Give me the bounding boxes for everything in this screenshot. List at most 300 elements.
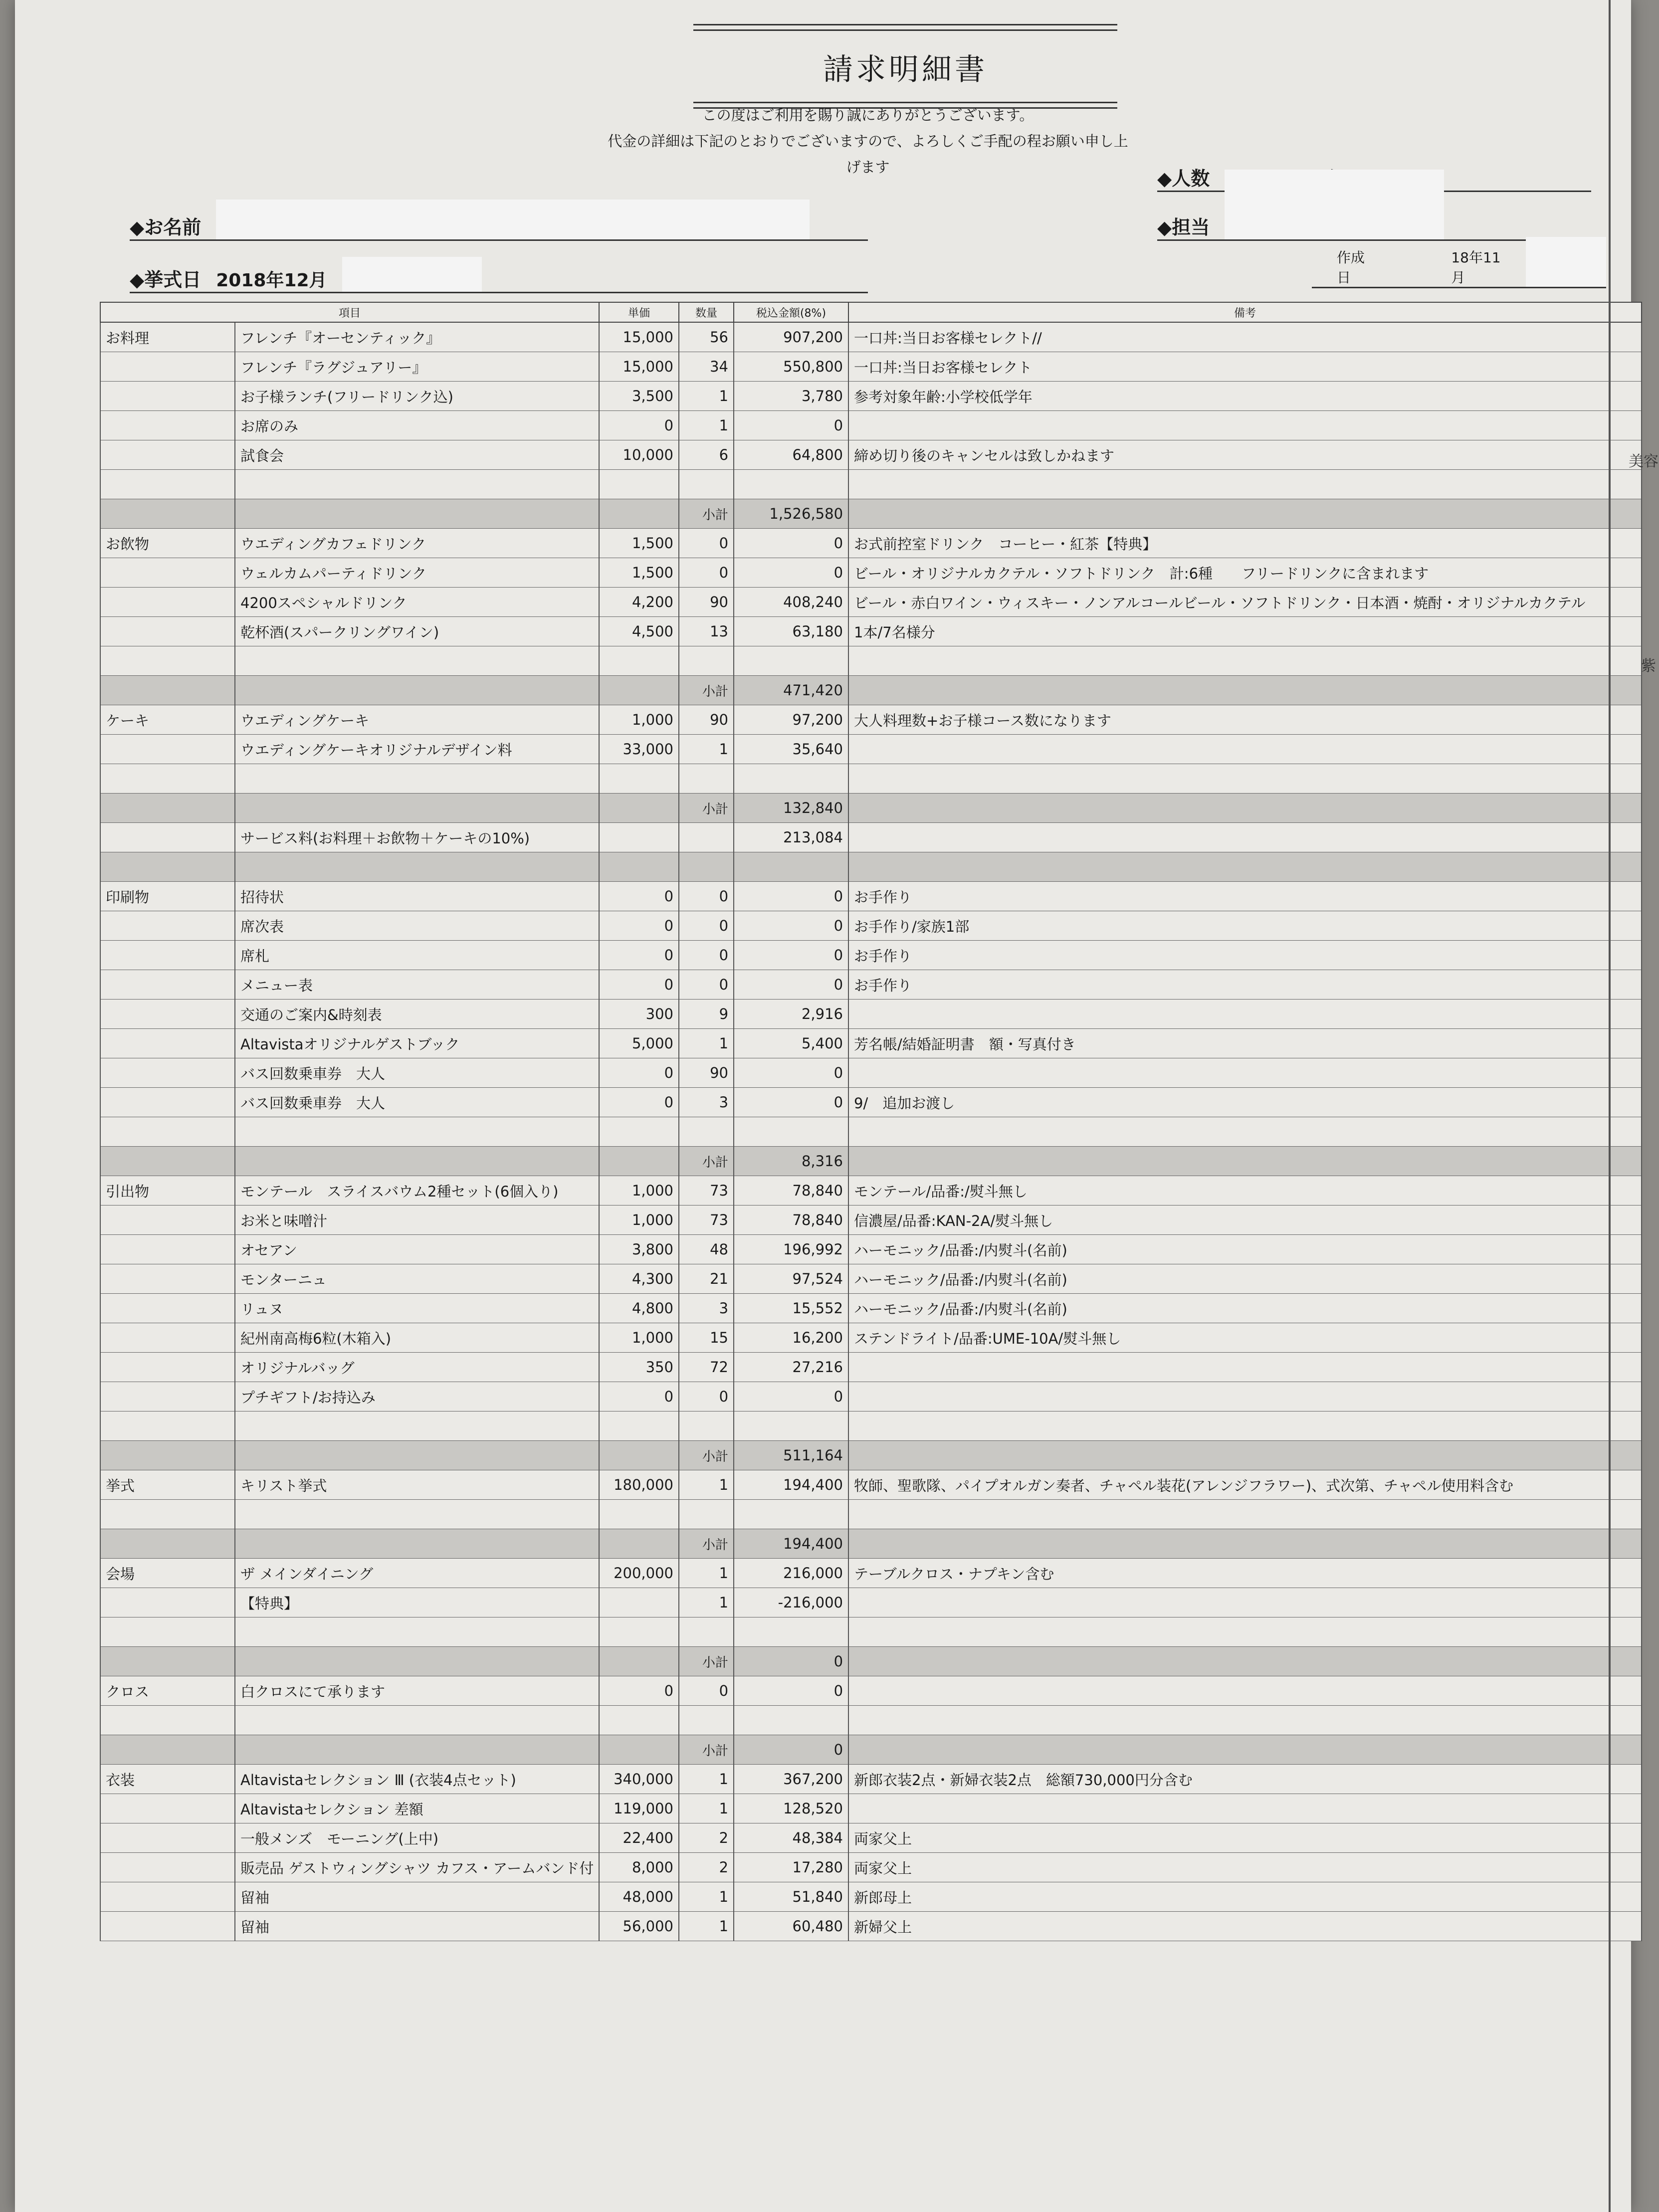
empty-cell	[100, 764, 235, 794]
cell-amount: 194,400	[734, 1470, 848, 1500]
table-row	[100, 1206, 1642, 1235]
wedding-date-field	[130, 257, 868, 293]
cell-item: お米と味噌汁	[235, 1206, 599, 1235]
cell-note	[848, 794, 1642, 823]
subtotal-amount: 132,840	[734, 794, 848, 823]
cell-item: プチギフト/お持込み	[235, 1382, 599, 1411]
cell-category: 挙式	[100, 1470, 235, 1500]
cell-amount: 0	[734, 882, 848, 911]
blank-row	[100, 1500, 1642, 1529]
cell-price: 1,500	[599, 558, 679, 588]
cell-item	[235, 1647, 599, 1676]
cell-item: 白クロスにて承ります	[235, 1676, 599, 1706]
cell-note: 新郎衣装2点・新婦衣装2点 総額730,000円分含む	[848, 1765, 1642, 1794]
cell-category	[100, 1529, 235, 1559]
cell-qty: 90	[679, 705, 734, 735]
cell-amount: 0	[734, 1676, 848, 1706]
cell-category	[100, 1000, 235, 1029]
cell-category: お料理	[100, 322, 235, 352]
empty-cell	[679, 470, 734, 499]
cell-item: 招待状	[235, 882, 599, 911]
empty-cell	[679, 1706, 734, 1735]
table-header-row	[100, 302, 1642, 322]
empty-cell	[235, 1617, 599, 1647]
cell-item	[235, 1441, 599, 1470]
subtotal-amount: 8,316	[734, 1147, 848, 1176]
empty-cell	[100, 1117, 235, 1147]
table-row	[100, 617, 1642, 646]
cell-price: 1,500	[599, 529, 679, 558]
empty-cell	[235, 646, 599, 676]
cell-item: フレンチ『ラグジュアリー』	[235, 352, 599, 382]
empty-cell	[679, 646, 734, 676]
cell-amount: 2,916	[734, 1000, 848, 1029]
table-row	[100, 735, 1642, 764]
staff-redacted	[1225, 170, 1444, 239]
subtotal-amount: 0	[734, 1735, 848, 1765]
cell-category	[100, 617, 235, 646]
empty-cell	[235, 470, 599, 499]
table-row	[100, 705, 1642, 735]
subtotal-amount: 194,400	[734, 1529, 848, 1559]
cell-item: オリジナルバッグ	[235, 1353, 599, 1382]
cell-qty: 0	[679, 558, 734, 588]
empty-cell	[100, 1500, 235, 1529]
invoice-table	[100, 302, 1642, 1941]
cell-category: クロス	[100, 1676, 235, 1706]
table-row	[100, 440, 1642, 470]
cell-note: お手作り	[848, 970, 1642, 1000]
cell-qty: 1	[679, 1029, 734, 1058]
table-row	[100, 882, 1642, 911]
subtotal-amount: 471,420	[734, 676, 848, 705]
table-row	[100, 911, 1642, 941]
cell-price: 56,000	[599, 1912, 679, 1941]
cell-amount: 0	[734, 970, 848, 1000]
cell-amount: 216,000	[734, 1559, 848, 1588]
cell-category	[100, 352, 235, 382]
cell-qty: 1	[679, 382, 734, 411]
shaded-row	[100, 852, 1642, 882]
empty-cell	[235, 1500, 599, 1529]
table-row	[100, 1794, 1642, 1823]
created-redacted	[1526, 237, 1606, 287]
cell-category	[100, 1206, 235, 1235]
cell-item: モンテール スライスバウム2種セット(6個入り)	[235, 1176, 599, 1206]
cell-category	[100, 1441, 235, 1470]
cell-amount: 78,840	[734, 1176, 848, 1206]
cell-amount: 3,780	[734, 382, 848, 411]
cell-amount: 907,200	[734, 322, 848, 352]
cell-price	[599, 1529, 679, 1559]
cell-price: 180,000	[599, 1470, 679, 1500]
cell-item: バス回数乗車券 大人	[235, 1088, 599, 1117]
cell-amount: 0	[734, 1088, 848, 1117]
cell-category	[100, 1058, 235, 1088]
cell-qty: 1	[679, 735, 734, 764]
cell-note: お式前控室ドリンク コーヒー・紅茶【特典】	[848, 529, 1642, 558]
col-header-price: 単価	[599, 302, 679, 322]
cell-qty: 90	[679, 588, 734, 617]
cell-category	[100, 1264, 235, 1294]
subtotal-label: 小計	[679, 1735, 734, 1765]
cell-item: 席札	[235, 941, 599, 970]
cell-amount: 0	[734, 911, 848, 941]
cell-item: フレンチ『オーセンティック』	[235, 322, 599, 352]
table-row	[100, 1235, 1642, 1264]
cell-note	[848, 1058, 1642, 1088]
cell-item: 乾杯酒(スパークリングワイン)	[235, 617, 599, 646]
wedding-date-value: 2018年12月	[216, 270, 327, 291]
cell-item: 留袖	[235, 1912, 599, 1941]
cell-item: ザ メインダイニング	[235, 1559, 599, 1588]
cell-note: ハーモニック/品番:/内熨斗(名前)	[848, 1294, 1642, 1323]
cell-item: 席次表	[235, 911, 599, 941]
cell-note: 9/ 追加お渡し	[848, 1088, 1642, 1117]
empty-cell	[734, 852, 848, 882]
cell-category	[100, 1088, 235, 1117]
name-redacted	[216, 200, 810, 239]
empty-cell	[599, 1411, 679, 1441]
name-field	[130, 200, 868, 241]
cell-item: ウェルカムパーティドリンク	[235, 558, 599, 588]
cell-price: 0	[599, 970, 679, 1000]
cell-note: 新婦父上	[848, 1912, 1642, 1941]
empty-cell	[599, 1117, 679, 1147]
cell-price: 4,800	[599, 1294, 679, 1323]
cell-item: ウエディングケーキ	[235, 705, 599, 735]
empty-cell	[848, 1617, 1642, 1647]
cell-price: 0	[599, 411, 679, 440]
cell-price: 22,400	[599, 1823, 679, 1853]
table-row	[100, 1559, 1642, 1588]
cell-note: お手作り	[848, 941, 1642, 970]
empty-cell	[848, 764, 1642, 794]
paper-edge	[1609, 0, 1611, 2212]
cell-qty: 0	[679, 911, 734, 941]
empty-cell	[599, 852, 679, 882]
cell-price: 10,000	[599, 440, 679, 470]
empty-cell	[100, 852, 235, 882]
cell-category	[100, 588, 235, 617]
wedding-date-redacted	[342, 257, 482, 292]
cell-note	[848, 1647, 1642, 1676]
empty-cell	[599, 646, 679, 676]
cell-qty: 1	[679, 1912, 734, 1941]
empty-cell	[100, 646, 235, 676]
cell-qty: 0	[679, 1676, 734, 1706]
cell-note: モンテール/品番:/熨斗無し	[848, 1176, 1642, 1206]
cell-category	[100, 1794, 235, 1823]
cell-note	[848, 823, 1642, 852]
table-row	[100, 588, 1642, 617]
cell-category	[100, 1294, 235, 1323]
intro-text	[604, 102, 1132, 180]
cell-qty: 0	[679, 1382, 734, 1411]
cell-item: Altavistaセレクション Ⅲ (衣装4点セット)	[235, 1765, 599, 1794]
empty-cell	[734, 1117, 848, 1147]
cell-note	[848, 1588, 1642, 1617]
cell-price	[599, 1647, 679, 1676]
cell-category	[100, 1588, 235, 1617]
empty-cell	[848, 1500, 1642, 1529]
cell-item: 留袖	[235, 1882, 599, 1912]
cell-price	[599, 676, 679, 705]
cell-category	[100, 499, 235, 529]
empty-cell	[235, 1706, 599, 1735]
guests-label: ◆人数	[1157, 168, 1210, 190]
cell-price: 3,800	[599, 1235, 679, 1264]
cell-amount: 64,800	[734, 440, 848, 470]
cell-amount: 97,524	[734, 1264, 848, 1294]
cell-note	[848, 676, 1642, 705]
blank-row	[100, 646, 1642, 676]
cell-qty: 6	[679, 440, 734, 470]
cell-note: 大人料理数+お子様コース数になります	[848, 705, 1642, 735]
cell-category	[100, 1647, 235, 1676]
table-row	[100, 1058, 1642, 1088]
cell-note	[848, 499, 1642, 529]
empty-cell	[679, 1117, 734, 1147]
cell-note: 参考対象年齢:小学校低学年	[848, 382, 1642, 411]
cell-category	[100, 440, 235, 470]
cell-amount: 550,800	[734, 352, 848, 382]
cell-category	[100, 794, 235, 823]
cell-qty: 48	[679, 1235, 734, 1264]
cell-item: Altavistaセレクション 差額	[235, 1794, 599, 1823]
cell-qty: 1	[679, 1794, 734, 1823]
cell-note	[848, 1529, 1642, 1559]
subtotal-label: 小計	[679, 1647, 734, 1676]
cell-qty: 9	[679, 1000, 734, 1029]
subtotal-amount: 1,526,580	[734, 499, 848, 529]
cell-qty: 72	[679, 1353, 734, 1382]
cell-price: 4,300	[599, 1264, 679, 1294]
cell-amount: 0	[734, 411, 848, 440]
cell-qty: 34	[679, 352, 734, 382]
table-row	[100, 558, 1642, 588]
cell-price: 0	[599, 1382, 679, 1411]
cell-qty: 0	[679, 529, 734, 558]
subtotal-label: 小計	[679, 1147, 734, 1176]
cell-amount: 213,084	[734, 823, 848, 852]
cell-amount: -216,000	[734, 1588, 848, 1617]
cell-item: メニュー表	[235, 970, 599, 1000]
table-row	[100, 529, 1642, 558]
cell-category	[100, 823, 235, 852]
cell-note: 芳名帳/結婚証明書 額・写真付き	[848, 1029, 1642, 1058]
cell-amount: 17,280	[734, 1853, 848, 1882]
cell-price: 3,500	[599, 382, 679, 411]
wedding-date-label: ◆挙式日	[130, 269, 202, 291]
empty-cell	[734, 764, 848, 794]
table-row	[100, 1000, 1642, 1029]
subtotal-row	[100, 499, 1642, 529]
cell-price: 0	[599, 1088, 679, 1117]
cell-qty: 1	[679, 1559, 734, 1588]
cell-category: 引出物	[100, 1176, 235, 1206]
cell-item: オセアン	[235, 1235, 599, 1264]
cell-qty: 56	[679, 322, 734, 352]
subtotal-label: 小計	[679, 1529, 734, 1559]
cell-price: 1,000	[599, 1323, 679, 1353]
table-row	[100, 352, 1642, 382]
cell-qty: 1	[679, 1765, 734, 1794]
subtotal-row	[100, 794, 1642, 823]
blank-row	[100, 1117, 1642, 1147]
empty-cell	[848, 646, 1642, 676]
empty-cell	[100, 1617, 235, 1647]
cell-amount: 51,840	[734, 1882, 848, 1912]
empty-cell	[235, 764, 599, 794]
cell-note	[848, 1794, 1642, 1823]
subtotal-row	[100, 1735, 1642, 1765]
cell-price: 350	[599, 1353, 679, 1382]
cell-note	[848, 735, 1642, 764]
cell-category	[100, 1853, 235, 1882]
cell-note	[848, 1000, 1642, 1029]
subtotal-label: 小計	[679, 794, 734, 823]
table-row	[100, 1353, 1642, 1382]
cell-note: 新郎母上	[848, 1882, 1642, 1912]
cell-price: 119,000	[599, 1794, 679, 1823]
empty-cell	[100, 1706, 235, 1735]
cell-amount: 15,552	[734, 1294, 848, 1323]
blank-row	[100, 1706, 1642, 1735]
cell-item: モンターニュ	[235, 1264, 599, 1294]
cell-price	[599, 499, 679, 529]
cell-category	[100, 1235, 235, 1264]
col-header-qty: 数量	[679, 302, 734, 322]
cell-note: 1本/7名様分	[848, 617, 1642, 646]
cell-note	[848, 411, 1642, 440]
empty-cell	[599, 1617, 679, 1647]
cell-note: 信濃屋/品番:KAN-2A/熨斗無し	[848, 1206, 1642, 1235]
cell-item: 交通のご案内&時刻表	[235, 1000, 599, 1029]
cell-category	[100, 735, 235, 764]
cell-price	[599, 1147, 679, 1176]
subtotal-row	[100, 1647, 1642, 1676]
staff-label: ◆担当	[1157, 216, 1210, 238]
cell-item: ウエディングケーキオリジナルデザイン料	[235, 735, 599, 764]
table-body	[100, 322, 1642, 1941]
cell-category	[100, 970, 235, 1000]
cell-qty	[679, 823, 734, 852]
cell-price	[599, 1735, 679, 1765]
cell-item: 紀州南高梅6粒(木箱入)	[235, 1323, 599, 1353]
created-date-field	[1312, 249, 1606, 288]
cell-item: ウエディングカフェドリンク	[235, 529, 599, 558]
subtotal-label: 小計	[679, 676, 734, 705]
empty-cell	[235, 1117, 599, 1147]
table-row	[100, 1088, 1642, 1117]
empty-cell	[734, 646, 848, 676]
cell-note: ステンドライト/品番:UME-10A/熨斗無し	[848, 1323, 1642, 1353]
cell-note: 一口丼:当日お客様セレクト	[848, 352, 1642, 382]
cell-item: お席のみ	[235, 411, 599, 440]
empty-cell	[734, 1500, 848, 1529]
subtotal-row	[100, 1441, 1642, 1470]
cell-note: ビール・赤白ワイン・ウィスキー・ノンアルコールビール・ソフトドリンク・日本酒・焼酎・オリジナルカクテル	[848, 588, 1642, 617]
empty-cell	[848, 1706, 1642, 1735]
cell-price: 200,000	[599, 1559, 679, 1588]
cell-amount: 48,384	[734, 1823, 848, 1853]
cell-note	[848, 1441, 1642, 1470]
cell-amount: 78,840	[734, 1206, 848, 1235]
cell-category	[100, 676, 235, 705]
cell-amount: 0	[734, 558, 848, 588]
cell-price: 1,000	[599, 1206, 679, 1235]
cell-item	[235, 1529, 599, 1559]
empty-cell	[100, 470, 235, 499]
cell-category	[100, 382, 235, 411]
cell-item: 一般メンズ モーニング(上中)	[235, 1823, 599, 1853]
cell-amount: 0	[734, 1058, 848, 1088]
cell-category: 衣装	[100, 1765, 235, 1794]
cell-note: お手作り	[848, 882, 1642, 911]
cell-qty: 21	[679, 1264, 734, 1294]
invoice-paper	[15, 0, 1631, 2212]
cell-item: 販売品 ゲストウィングシャツ カフス・アームバンド付	[235, 1853, 599, 1882]
cell-item: リュヌ	[235, 1294, 599, 1323]
subtotal-label: 小計	[679, 499, 734, 529]
cell-note	[848, 1147, 1642, 1176]
table-row	[100, 1264, 1642, 1294]
cell-price: 300	[599, 1000, 679, 1029]
cell-note	[848, 1735, 1642, 1765]
cell-amount: 367,200	[734, 1765, 848, 1794]
cell-category: ケーキ	[100, 705, 235, 735]
empty-cell	[734, 1706, 848, 1735]
cell-qty: 0	[679, 882, 734, 911]
cell-note: ハーモニック/品番:/内熨斗(名前)	[848, 1264, 1642, 1294]
cell-amount: 60,480	[734, 1912, 848, 1941]
cell-price: 340,000	[599, 1765, 679, 1794]
table-row	[100, 322, 1642, 352]
created-value: 18年11月	[1451, 249, 1501, 286]
empty-cell	[679, 1411, 734, 1441]
cell-price	[599, 794, 679, 823]
cell-price: 0	[599, 911, 679, 941]
cell-note: お手作り/家族1部	[848, 911, 1642, 941]
cell-category	[100, 1029, 235, 1058]
blank-row	[100, 764, 1642, 794]
cell-qty: 1	[679, 1588, 734, 1617]
cell-category: 印刷物	[100, 882, 235, 911]
cell-price: 1,000	[599, 1176, 679, 1206]
cell-qty: 90	[679, 1058, 734, 1088]
empty-cell	[599, 764, 679, 794]
staff-field	[1157, 202, 1591, 241]
cell-price	[599, 1588, 679, 1617]
cell-qty: 1	[679, 1470, 734, 1500]
cell-item	[235, 676, 599, 705]
subtotal-row	[100, 1147, 1642, 1176]
cell-amount: 0	[734, 941, 848, 970]
intro-line-2: 代金の詳細は下記のとおりでございますので、よろしくご手配の程お願い申し上げます	[608, 133, 1128, 176]
table-row	[100, 1882, 1642, 1912]
cell-note: テーブルクロス・ナプキン含む	[848, 1559, 1642, 1588]
empty-cell	[100, 1411, 235, 1441]
cell-qty: 0	[679, 970, 734, 1000]
cell-item	[235, 1147, 599, 1176]
cell-item: 【特典】	[235, 1588, 599, 1617]
empty-cell	[235, 852, 599, 882]
cell-price: 4,500	[599, 617, 679, 646]
col-header-amount: 税込金額(8%)	[734, 302, 848, 322]
empty-cell	[734, 1617, 848, 1647]
table-row	[100, 1323, 1642, 1353]
